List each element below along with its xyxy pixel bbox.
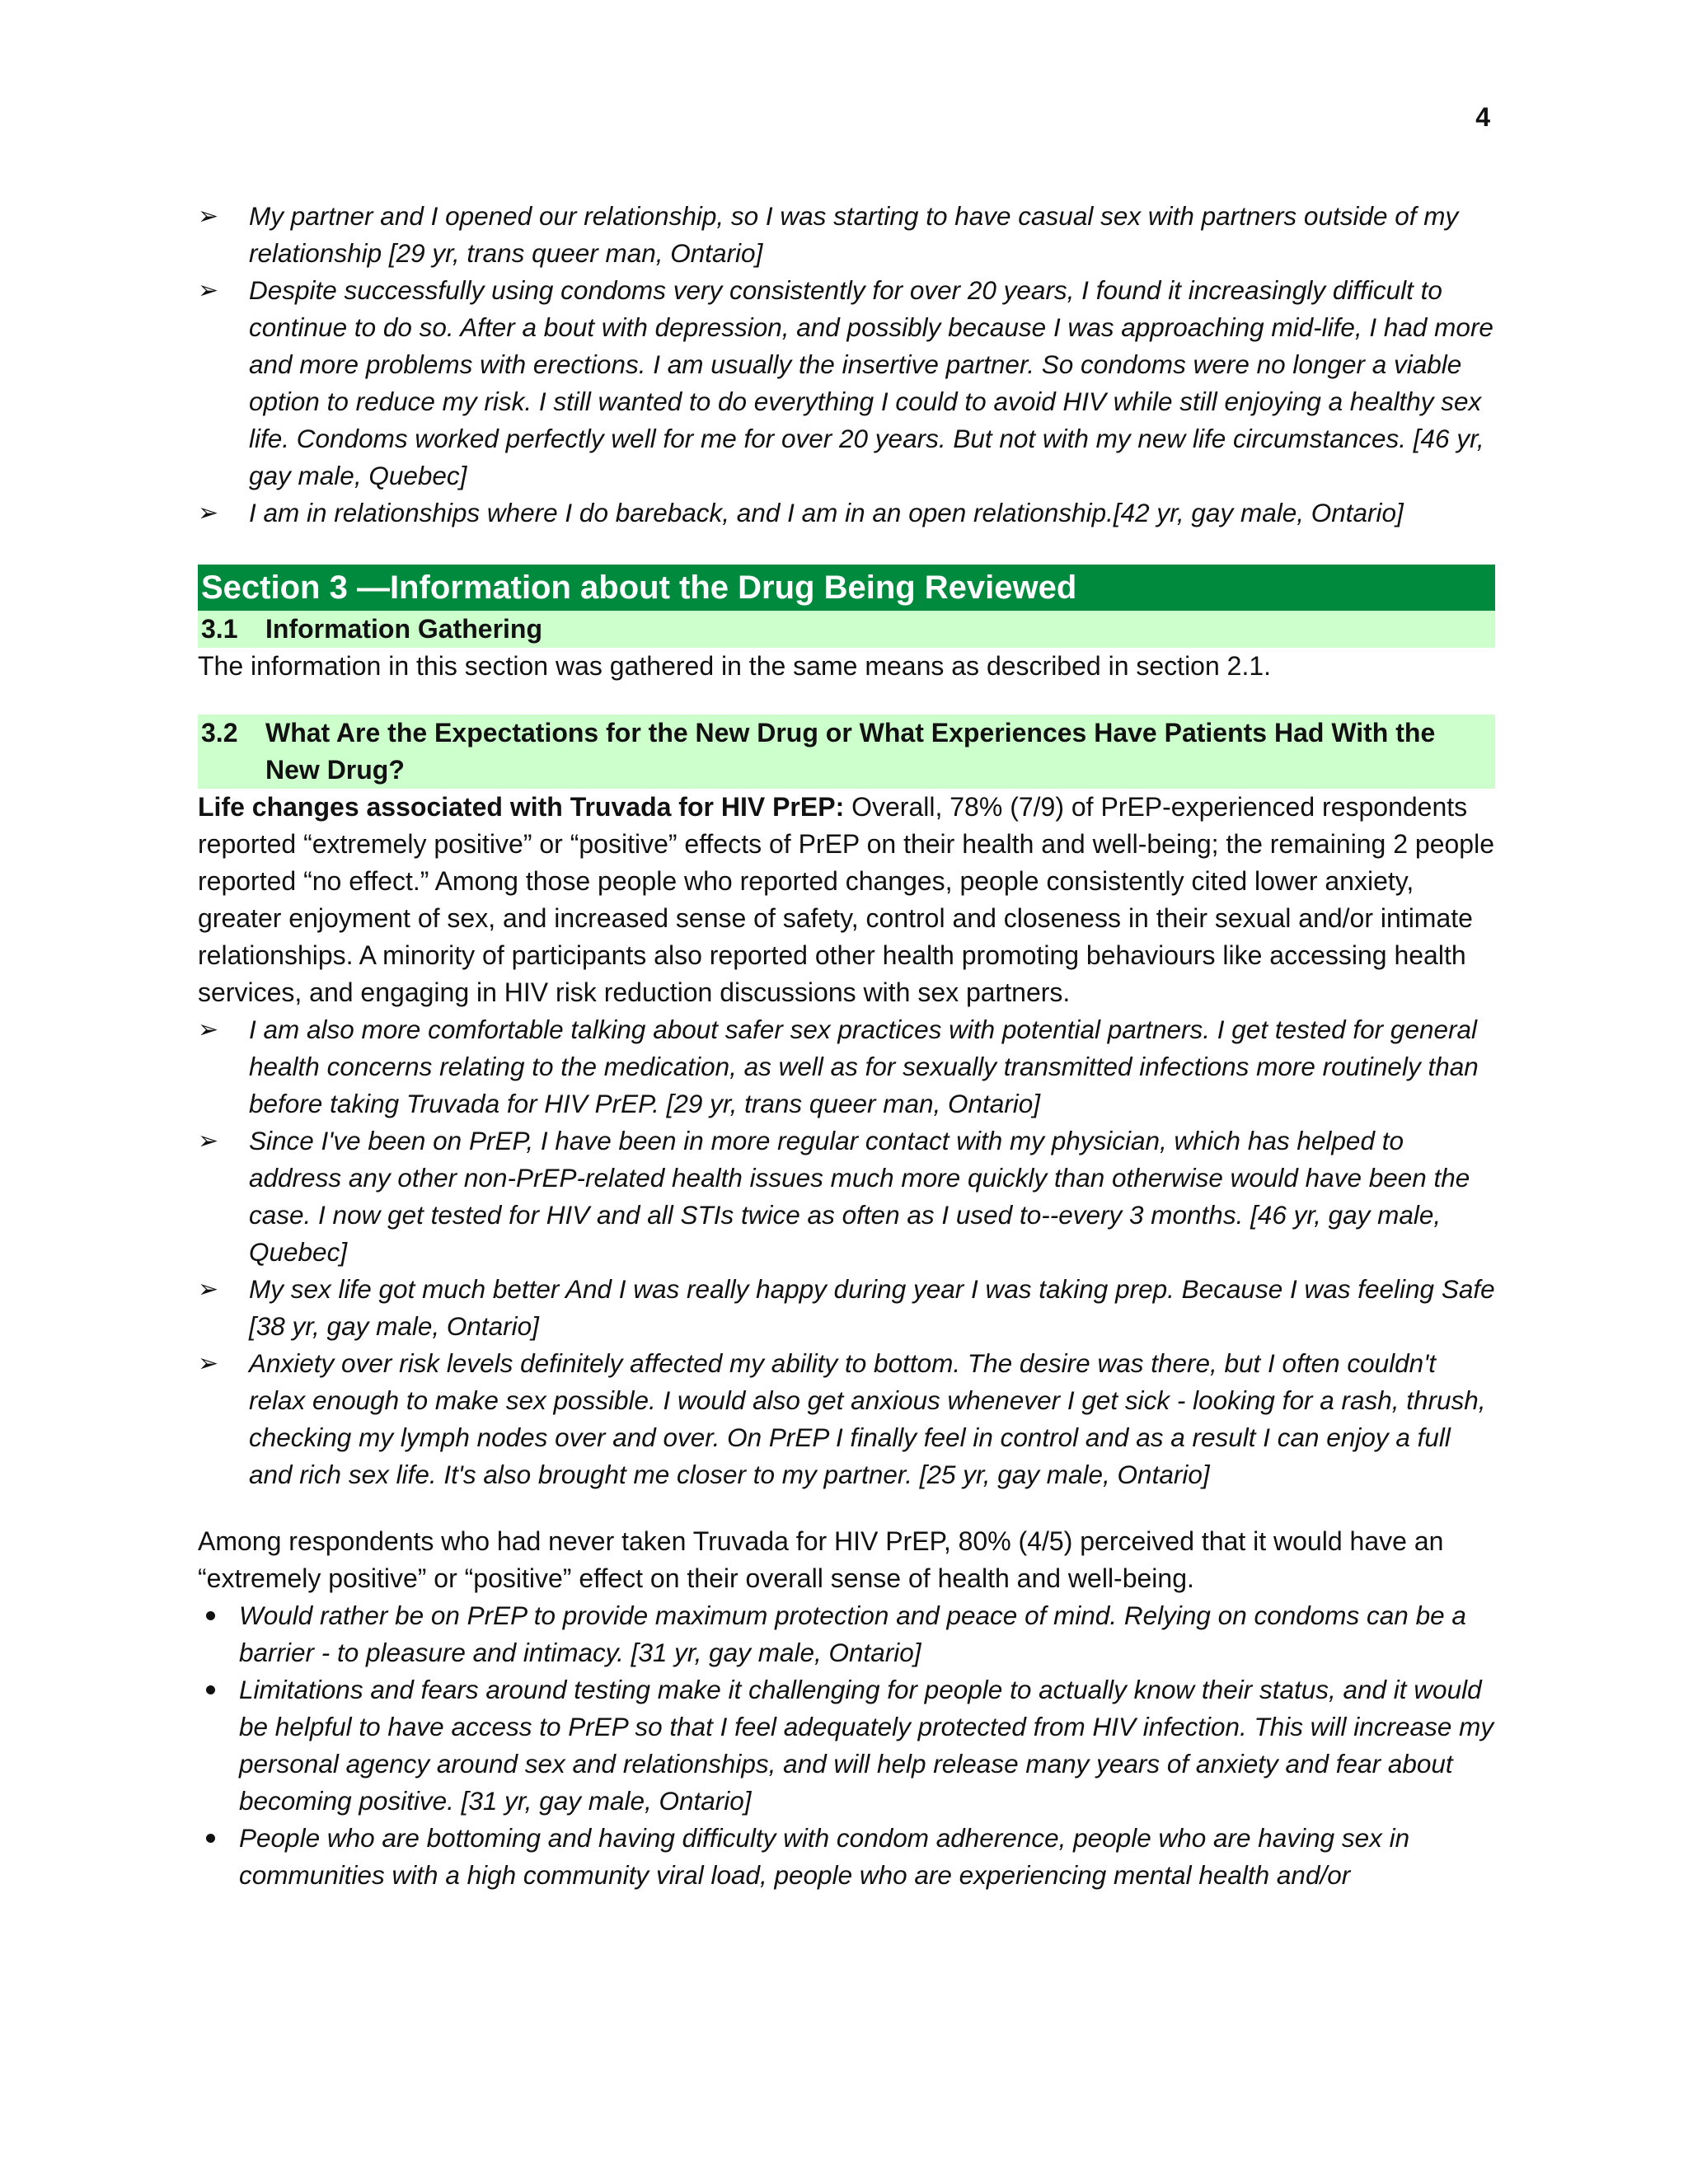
section-heading: Section 3 —Information about the Drug Being Reviewed (198, 565, 1495, 611)
list-item: ➢ Since I've been on PrEP, I have been in more regular contact with my physician, which has helped to address any other non-PrEP-related health issues much more quickly than otherwise would have been the case. I now get tested for HIV and all STIs twice as often as I used to--every 3 months. [46 yr, gay male, Quebec] (198, 1122, 1495, 1271)
page-number: 4 (1475, 102, 1490, 132)
bullet-dot-icon (206, 1685, 215, 1694)
bullet-dot-icon (206, 1611, 215, 1620)
list-item: ➢ I am also more comfortable talking about safer sex practices with potential partners. I get tested for general health concerns relating to the medication, as well as for sexually transmitted infections more routinely than before taking Truvada for HIV PrEP. [29 yr, trans queer man, Ontario] (198, 1011, 1495, 1122)
page-content (198, 198, 1495, 1894)
list-item: ➢ Despite successfully using condoms very consistently for over 20 years, I found it increasingly difficult to continue to do so. After a bout with depression, and possibly because I was approaching mid-life, I had more and more problems with erections. I am usually the insertive partner. So condoms were no longer a viable option to reduce my risk. I still wanted to do everything I could to avoid HIV while still enjoying a healthy sex life. Condoms worked perfectly well for me for over 20 years. But not with my new life circumstances. [46 yr, gay male, Quebec] (198, 272, 1495, 494)
arrow-bullet-icon: ➢ (198, 1350, 219, 1377)
subsection-number: 3.2 (201, 718, 238, 748)
subsection-title: What Are the Expectations for the New Drug or What Experiences Have Patients Had With the New Drug? (265, 718, 1436, 785)
paragraph: The information in this section was gathered in the same means as described in section 2.1. (198, 651, 1272, 681)
arrow-bullet-icon: ➢ (198, 1016, 219, 1043)
subsection-heading-3-1 (198, 611, 1495, 648)
list-item: People who are bottoming and having difficulty with condom adherence, people who are having sex in communities with a high community viral load, people who are experiencing mental health and/or (198, 1820, 1495, 1894)
arrow-bullet-icon: ➢ (198, 499, 219, 527)
list-item: ➢ My sex life got much better And I was really happy during year I was taking prep. Because I was feeling Safe [38 yr, gay male, Ontario] (198, 1271, 1495, 1345)
list-item: ➢ Anxiety over risk levels definitely affected my ability to bottom. The desire was there, but I often couldn't relax enough to make sex possible. I would also get anxious whenever I get sick - looking for a rash, thrush, checking my lymph nodes over and over. On PrEP I finally feel in control and as a result I can enjoy a full and rich sex life. It's also brought me closer to my partner. [25 yr, gay male, Ontario] (198, 1345, 1495, 1493)
list-item: ➢ My partner and I opened our relationship, so I was starting to have casual sex with partners outside of my relationship [29 yr, trans queer man, Ontario] (198, 198, 1495, 272)
quote-list-experienced (198, 1011, 1495, 1493)
list-item: Would rather be on PrEP to provide maximum protection and peace of mind. Relying on condoms can be a barrier - to pleasure and intimacy. [31 yr, gay male, Ontario] (198, 1597, 1495, 1671)
arrow-bullet-icon: ➢ (198, 203, 219, 230)
quote-list-naive (198, 1597, 1495, 1894)
paragraph: Among respondents who had never taken Truvada for HIV PrEP, 80% (4/5) perceived that it would have an “extremely positive” or “positive” effect on their overall sense of health and well-being. (198, 1526, 1444, 1593)
subsection-number: 3.1 (201, 614, 238, 644)
list-item: ➢ I am in relationships where I do bareback, and I am in an open relationship.[42 yr, gay male, Ontario] (198, 494, 1495, 532)
bullet-dot-icon (206, 1834, 215, 1843)
quote-list-top (198, 198, 1495, 532)
paragraph: Life changes associated with Truvada for HIV PrEP: Overall, 78% (7/9) of PrEP-experienced respondents reported “extremely positive” or “positive” effects of PrEP on their health and well-being; the remaining 2 people reported “no effect.” Among those people who reported changes, people consistently cited lower anxiety, greater enjoyment of sex, and increased sense of safety, control and closeness in their sexual and/or intimate relationships. A minority of participants also reported other health promoting behaviours like accessing health services, and engaging in HIV risk reduction discussions with sex partners. (198, 792, 1494, 1007)
arrow-bullet-icon: ➢ (198, 1127, 219, 1155)
list-item: Limitations and fears around testing make it challenging for people to actually know their status, and it would be helpful to have access to PrEP so that I feel adequately protected from HIV infection. This will increase my personal agency around sex and relationships, and will help release many years of anxiety and fear about becoming positive. [31 yr, gay male, Ontario] (198, 1671, 1495, 1820)
subsection-heading-3-2 (198, 715, 1495, 789)
subsection-title: Information Gathering (265, 614, 542, 644)
arrow-bullet-icon: ➢ (198, 1276, 219, 1303)
lead-label: Life changes associated with Truvada for HIV PrEP: (198, 792, 845, 822)
arrow-bullet-icon: ➢ (198, 277, 219, 304)
